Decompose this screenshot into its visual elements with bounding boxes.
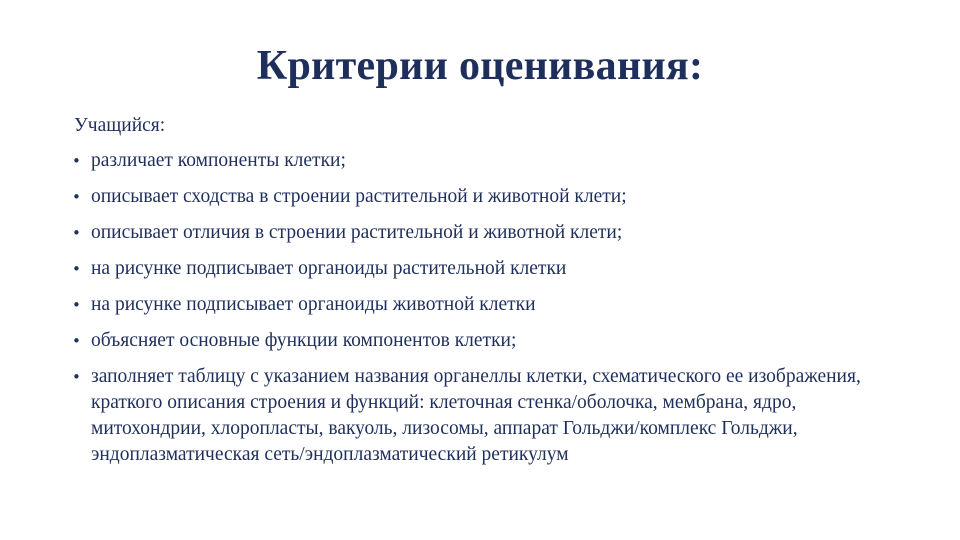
criteria-item-text: описывает сходства в строении растительной и животной клети; <box>91 186 627 207</box>
slide-title: Критерии оценивания: <box>256 43 704 89</box>
criteria-item-text: на рисунке подписывает органоиды животной клетки <box>91 294 536 315</box>
criteria-item <box>72 220 872 246</box>
criteria-item <box>72 364 872 468</box>
intro-text: Учащийся: <box>74 115 166 136</box>
criteria-item-text: различает компоненты клетки; <box>91 150 346 171</box>
bullet-icon: • <box>72 260 81 278</box>
criteria-item <box>72 292 872 318</box>
criteria-item <box>72 148 872 174</box>
criteria-item <box>72 256 872 282</box>
criteria-item-text: на рисунке подписывает органоиды растительной клетки <box>91 258 567 279</box>
criteria-item <box>72 328 872 354</box>
bullet-icon: • <box>72 188 81 206</box>
criteria-item-text: заполняет таблицу с указанием названия органеллы клетки, схематического ее изображения, краткого описания строения и функций: клеточная стенка/оболочка, мембрана, ядро, митохондрии, хлоропласты, вакуоль, лизосомы, аппарат Гольджи/комплекс Гольджи, эндоплазматическая сеть/эндоплазматический ретикулум <box>91 366 861 465</box>
criteria-list <box>72 148 872 478</box>
criteria-item-text: объясняет основные функции компонентов клетки; <box>91 330 517 351</box>
bullet-icon: • <box>72 224 81 242</box>
bullet-icon: • <box>72 368 81 386</box>
bullet-icon: • <box>72 296 81 314</box>
bullet-icon: • <box>72 152 81 170</box>
bullet-icon: • <box>72 332 81 350</box>
criteria-item <box>72 184 872 210</box>
criteria-item-text: описывает отличия в строении растительной и животной клети; <box>91 222 623 243</box>
